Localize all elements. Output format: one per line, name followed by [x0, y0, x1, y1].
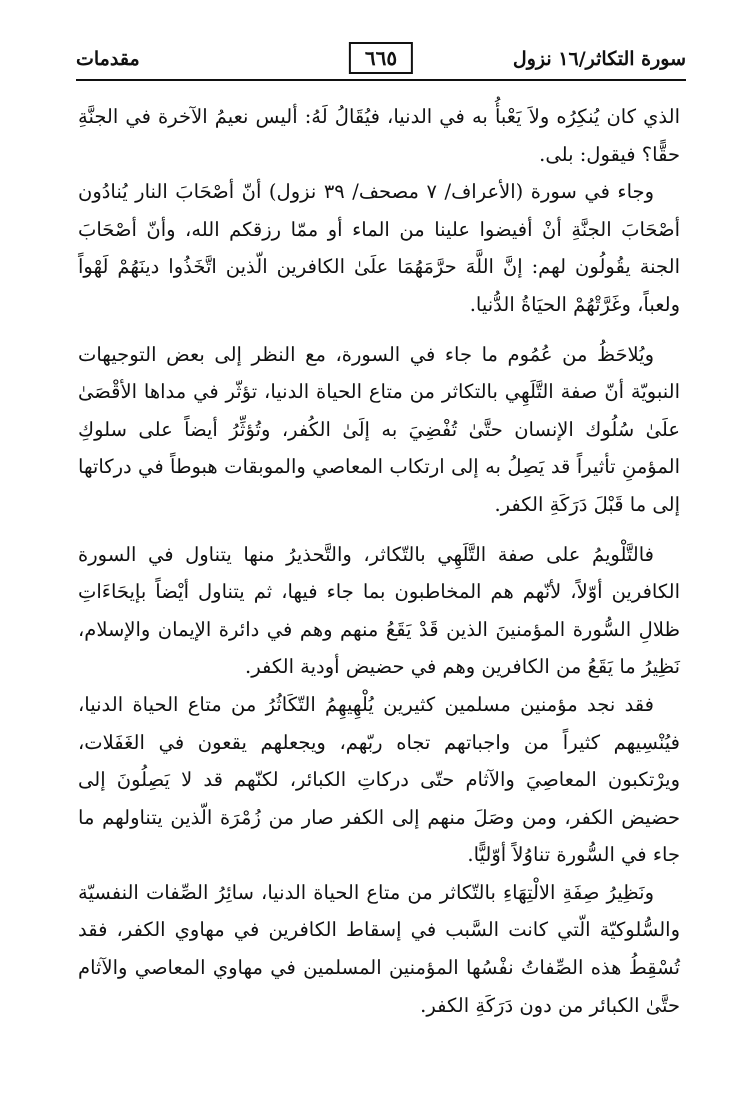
page-header [76, 42, 686, 80]
paragraph: فالتَّلْويمُ على صفة التَّلَهِي بالتّكاثر، والتَّحذيرُ منها يتناول في السورة الكافرين أوّلاً، لأنّهم هم المخاطبون بما جاء فيها، ثم يتناول أيْضاً بإيحَاءَاتِ ظلالِ السُّورة المؤمنينَ الذين قَدْ يَقَعُ منهم وهم في دائرة الإيمان والإسلام، نَظِيرُ ما يَقَعُ من الكافرين وهم في حضيض أودية الكفر. [78, 542, 680, 679]
paragraph: وجاء في سورة (الأعراف/ ٧ مصحف/ ٣٩ نزول) أنّ أصْحَابَ النار يُنادُون أصْحَابَ الجنَّةِ أنْ أفيضوا علينا من الماء أو ممّا رزقكم الله، وأنّ أصْحَابَ الجنة يقُولُون لهم: إنَّ اللَّهَ حرَّمَهُمَا علَىٰ الكافرين الّذين اتَّخَذُوا دينَهُمْ لَهْواً ولعباً، وغَرَّتْهُمْ الحيَاةُ الدُّنيا. [78, 180, 680, 316]
page-number: ٦٦٥ [349, 42, 413, 74]
page-body [78, 98, 680, 1024]
section-title: مقدمات [76, 48, 140, 70]
paragraph: ونَظِيرُ صِفَةِ الالْتِهَاءِ بالتّكاثر من متاع الحياة الدنيا، سائِرُ الصِّفات النفسيّة والسُّلوكيّة الّتي كانت السَّبب في إسقاط الكافرين في مهاوي الكفر، فقد تُسْقِطُ هذه الصِّفاتُ نفْسُها المؤمنين المسلمين في مهاوي المعاصي والآثام حتَّىٰ الكبائر من دون دَرَكَةِ الكفر. [78, 880, 680, 1017]
paragraph: الذي كان يُنكِرُه ولاَ يَعْبأُ به في الدنيا، فيُقَالُ لَهُ: أليس نعيمُ الآخرة في الجنَّةِ حقًّا؟ فيقول: بلى. [78, 105, 680, 166]
header-divider [76, 79, 686, 81]
surah-title: سورة التكاثر/١٦ نزول [512, 48, 686, 70]
paragraph: فقد نجد مؤمنين مسلمين كثيرين يُلْهِيهِمُ التّكَاثُرُ من متاع الحياة الدنيا، فيُنْسِيهم كثيراً من واجباتهم تجاه ربّهم، ويجعلهم يقعون في الغَفَلات، ويرْتكبون المعاصِيَ والآثام حتّى دركاتِ الكبائر، لكنّهم قد لا يَصِلُونَ إلى حضيض الكفر، ومن وصَلَ منهم إلى الكفر صار من زُمْرَة الّذين يتناولهم ما جاء في السُّورة تناوُلاً أوّليًّا. [78, 692, 680, 867]
paragraph: ويُلاحَظُ من عُمُوم ما جاء في السورة، مع النظر إلى بعض التوجيهات النبويّة أنّ صفة التَّلَهِي بالتكاثر من متاع الحياة الدنيا، تؤثّر في مداها الأقْصَىٰ علَىٰ سُلُوك الإنسان حتَّىٰ تُفْضِيَ به إلَىٰ الكُفر، وتُؤثِّرُ أيضاً على سلوكِ المؤمنِ تأثيراً قد يَصِلُ به إلى ارتكاب المعاصي والموبقات هبوطاً في دركاتها إلى ما قَبْلَ دَرَكَةِ الكفر. [78, 342, 680, 516]
